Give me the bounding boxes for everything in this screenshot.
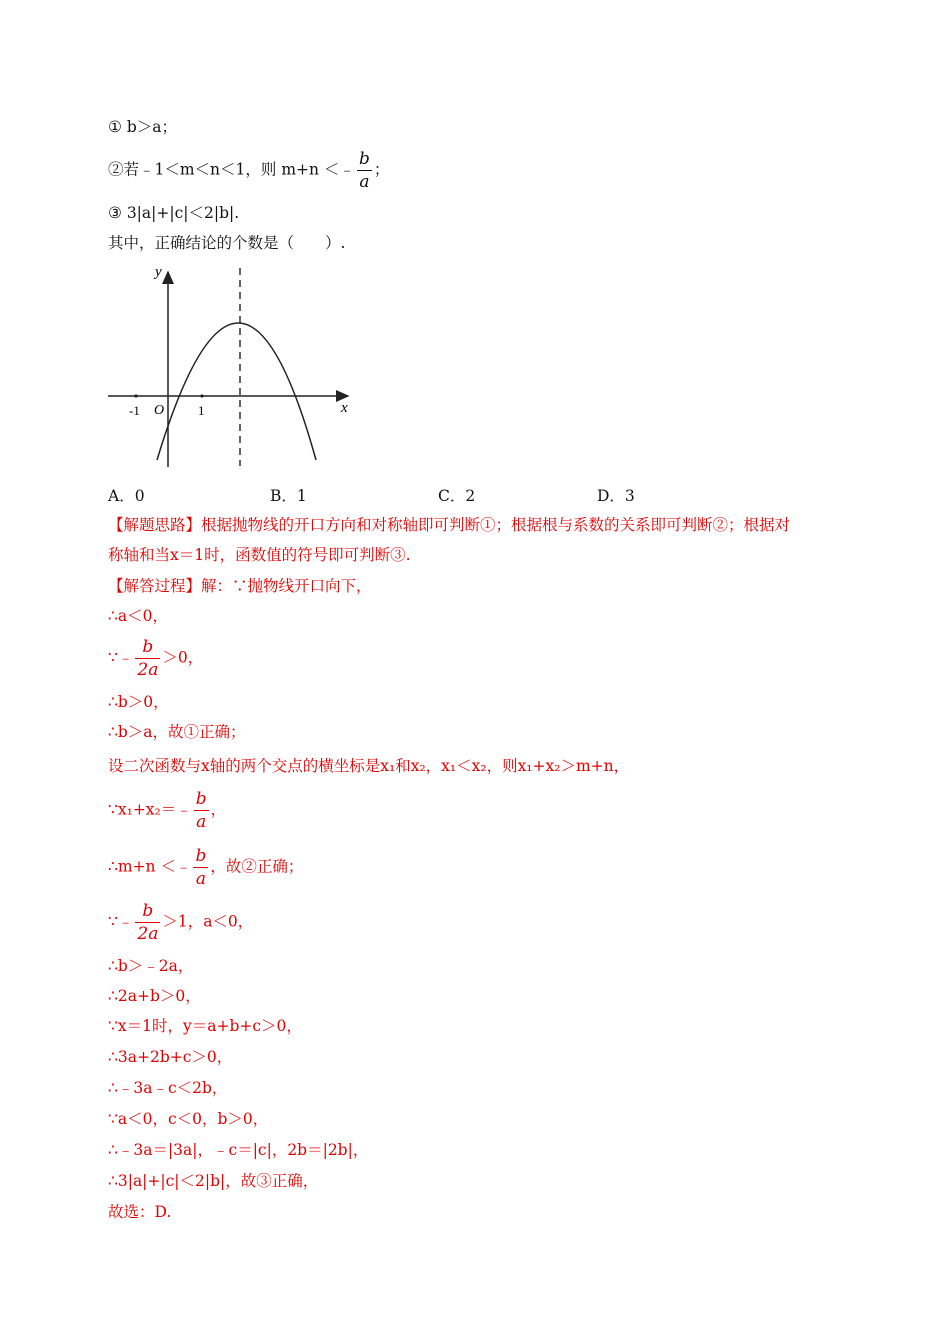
- solution-line: 设二次函数与x轴的两个交点的横坐标是x₁和x₂，x₁＜x₂，则x₁+x₂＞m+n，: [108, 757, 630, 775]
- solution-line: ∴b＞0，: [108, 693, 169, 711]
- tick-point-1: [200, 394, 203, 397]
- solution-line: ∵x₁+x₂＝﹣ $\frac{b}{a}$ ，: [108, 789, 227, 832]
- statement-2: [108, 148, 389, 193]
- parabola-graph: [104, 262, 360, 474]
- option-a: A．0: [108, 487, 145, 505]
- origin-label: O: [154, 403, 165, 418]
- solution-line: ∴3|a|+|c|＜2|b|，故③正确，: [108, 1172, 319, 1190]
- tick-label-neg1: -1: [129, 403, 140, 418]
- tick-label-1: 1: [198, 403, 205, 418]
- option-b: B．1: [270, 487, 307, 505]
- solution-line: ∵﹣ $\frac{b}{2a}$ ＞1，a＜0，: [108, 901, 254, 944]
- solution-idea-line-1: 【解题思路】根据抛物线的开口方向和对称轴即可判断①；根据根与系数的关系即可判断②；根据对: [108, 516, 791, 534]
- fraction-b-over-2a: $\frac{b}{2a}$: [137, 901, 159, 944]
- solution-idea-line-2: 称轴和当x＝1时，函数值的符号即可判断③.: [108, 546, 411, 564]
- parabola-curve: [157, 323, 316, 460]
- y-axis-label: y: [155, 264, 162, 280]
- tick-point-neg1: [134, 394, 137, 397]
- solution-line: ∴m+n ＜﹣ $\frac{b}{a}$ ，故②正确；: [108, 846, 304, 889]
- solution-line: ∵x＝1时，y＝a+b+c＞0，: [108, 1017, 302, 1035]
- solution-line: ∴b＞a，故①正确；: [108, 723, 246, 741]
- solution-final-answer: 故选：D.: [108, 1203, 172, 1221]
- statement-2-text: ②若﹣1＜m＜n＜1，则 m+n ＜﹣: [108, 160, 355, 179]
- fraction-b-over-a: $\frac{b}{a}$: [195, 789, 207, 832]
- solution-line: ∵﹣ $\frac{b}{2a}$ ＞0，: [108, 637, 204, 680]
- solution-line: ∵a＜0，c＜0，b＞0，: [108, 1110, 269, 1128]
- option-d: D．3: [597, 487, 635, 505]
- statement-1: ① b＞a；: [108, 118, 177, 136]
- question-prompt: 其中，正确结论的个数是（ ）.: [108, 234, 346, 252]
- solution-line: ∴﹣3a﹣c＜2b，: [108, 1079, 228, 1097]
- statement-2-end: ；: [373, 160, 390, 179]
- solution-line: ∴a＜0，: [108, 607, 168, 625]
- fraction-b-over-a: $\frac{b}{a}$: [195, 846, 207, 889]
- option-c: C．2: [438, 487, 476, 505]
- x-axis-label: x: [341, 400, 348, 416]
- solution-line: ∴3a+2b+c＞0，: [108, 1048, 233, 1066]
- statement-3: ③ 3|a|+|c|＜2|b|.: [108, 204, 240, 222]
- solution-line: ∴2a+b＞0，: [108, 987, 201, 1005]
- fraction-b-over-a: $\frac{b}{a}$: [358, 149, 370, 192]
- fraction-b-over-2a: $\frac{b}{2a}$: [137, 637, 159, 680]
- solution-process-heading: 【解答过程】解：∵抛物线开口向下，: [108, 577, 372, 595]
- solution-line: ∴b＞﹣2a，: [108, 957, 194, 975]
- solution-line: ∴﹣3a＝|3a|，﹣c＝|c|，2b＝|2b|，: [108, 1141, 369, 1159]
